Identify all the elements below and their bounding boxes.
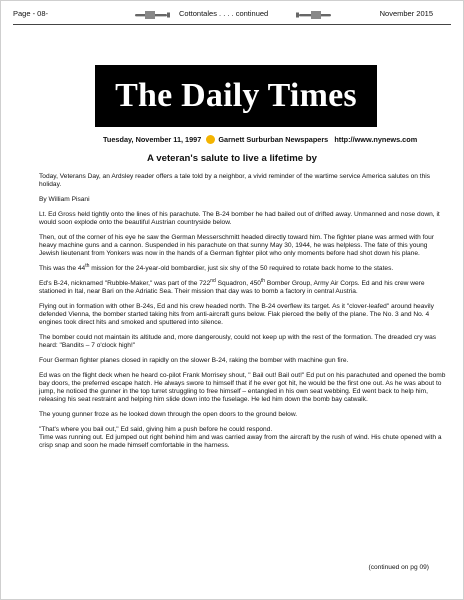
page-number: Page - 08- (13, 9, 49, 18)
article-paragraph: Then, out of the corner of his eye he saw the German Messerschmitt headed directly toward him. The fighter plane was armed with four heavy machine guns and a cannon. Suspended in his parachute on that sunny May 30, 1944, he was helpless. The fate of this young Jewish lieutenant from Yonkers was now in the hands of a German fighter pilot who only moments before had shot down his plane. (39, 234, 434, 257)
article-paragraph: Today, Veterans Day, an Ardsley reader offers a tale told by a neighbor, a vivid reminder of the wartime service America salutes on this holiday. (39, 173, 431, 188)
article-headline: A veteran's salute to live a lifetime by (147, 153, 317, 164)
b24-bomber-icon (293, 10, 335, 20)
squadron-superscript: th (260, 277, 266, 284)
mission-text: mission for the 24-year-old bombardier, just six shy of the 50 required to rotate back home to the states. (89, 265, 394, 272)
article-paragraph: Four German fighter planes closed in rapidly on the slower B-24, raking the bomber with machine gun fire. (39, 357, 349, 364)
article-paragraph (39, 262, 447, 273)
article-paragraph: The young gunner froze as he looked down through the open doors to the ground below. (39, 411, 298, 418)
publication-date: Tuesday, November 11, 1997 (103, 135, 202, 144)
article-paragraph: Flying out in formation with other B-24s, Ed and his crew headed north. The B-24 overflew its target. As it "clover-leafed" around heavily defended Vienna, the bomber started taking hits from anti-aircraft guns below. Flak pierced the belly of the plane. The No. 3 and No. 4 engines took direct hits and smoked and sputtered into silence. (39, 303, 434, 326)
article-paragraph: Lt. Ed Gross held tightly onto the lines of his parachute. The B-24 bomber he had bailed out of drifted away. Unmanned and nose down, it would soon explode onto the beautiful Austrian countryside below. (39, 211, 440, 226)
article-byline: By William Pisani (39, 196, 90, 203)
newspaper-masthead (95, 65, 377, 127)
article-paragraph: The bomber could not maintain its altitude and, more dangerously, could not keep up with the rest of the formation. The dreaded cry was heard: "Bandits – 7 o'clock high!" (39, 334, 437, 349)
issue-date: November 2015 (379, 9, 433, 18)
article-body (39, 173, 447, 457)
article-paragraph: "That's where you bail out," Ed said, giving him a push before he could respond. (39, 426, 273, 433)
continued-note: (continued on pg 09) (368, 564, 429, 571)
section-title: Cottontales . . . . continued (179, 9, 269, 18)
b24-bomber-icon (131, 10, 173, 20)
page-header (13, 7, 451, 23)
mission-superscript: th (85, 262, 90, 269)
squadron-superscript: nd (210, 277, 216, 284)
dateline (103, 135, 418, 144)
squadron-text: Squadron, 450 (215, 280, 261, 287)
article-paragraph: Ed was on the flight deck when he heard co-pilot Frank Morrisey shout, " Bail out! Bail out!" Ed put on his parachuted and opened the bomb bay doors, the preferred escape hatch. He always swore to himself that if he ever got hit, he would be the first one out. As he was about to jump, he noticed the gunner in the top turret struggling to free himself – entangled in his own seat webbing. Ed went back to help him, releasing his seat restraint and helping him slide down into the fuselage. He led him down the bomb bay catwalk. (39, 372, 446, 403)
squadron-text: Ed's B-24, nicknamed "Rubble-Maker," was part of the 722 (39, 280, 211, 287)
article-paragraph: Time was running out. Ed jumped out right behind him and was carried away from the aircraft by the rush of wind. His chute opened with a crisp snap and soon he made himself comfortable in the harness. (39, 434, 442, 449)
newspaper-title: The Daily Times (115, 77, 357, 114)
publisher-url: http://www.nynews.com (334, 135, 418, 144)
header-divider (13, 24, 451, 25)
article-paragraph (39, 277, 447, 296)
publisher-name: Garnett Surburban Newspapers (218, 135, 329, 144)
squadron-text: Bomber Group, Army Air Corps. Ed and his crew were stationed in Ital, near Bari on the Adriatic Sea. Their mission that day was to bomb a factory in central Austria. (39, 280, 425, 295)
mission-text: This was the 44 (39, 265, 86, 272)
newspaper-logo-icon (206, 135, 215, 144)
